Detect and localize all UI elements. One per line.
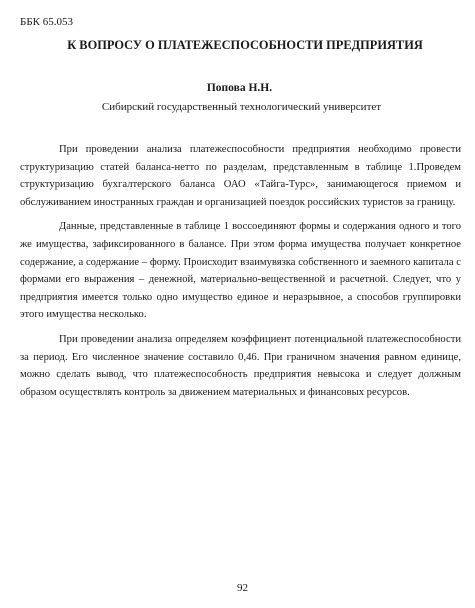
article-body <box>20 141 461 408</box>
author-name: Попова Н.Н. <box>206 82 273 94</box>
body-paragraph: При проведении анализа определяем коэффициент потенциальной платежеспособности за период. Его численное значение составило 0,46. При граничном значения равном единице, можно сделать вывод, что платежеспособность предприятия невысока и следует должным образом осуществлять контроль за движением материальных и финансовых ресурсов. <box>20 333 461 398</box>
author-affiliation: Сибирский государственный технологический университет <box>101 101 382 113</box>
body-paragraph: При проведении анализа платежеспособности предприятия необходимо провести структуризацию статей баланса-нетто по разделам, представленным в таблице 1.Проведем структуризацию бухгалтерского баланса ОАО «Тайга-Турс», занимающегося приемом и обслуживанием иностранных граждан и организацией поездок российских туристов за границу. <box>20 144 461 208</box>
body-paragraph: Данные, представленные в таблице 1 воссоединяют формы и содержания одного и того же имущества, зафиксированного в балансе. При этом форма имущества получает конкретное содержание, а содержание – форму. Происходит взаимувязка собственного и заемного капитала с формами его выражения – денежной, материально-вещественной и расчетной. Следует, что у предприятия имеется только одно имущество единое и неразрывное, а способов группировки этого имущества несколько. <box>20 221 461 321</box>
article-title: К ВОПРОСУ О ПЛАТЕЖЕСПОСОБНОСТИ ПРЕДПРИЯТИЯ <box>67 38 423 52</box>
page-number: 92 <box>237 582 248 594</box>
bbk-code: ББК 65.053 <box>20 16 73 28</box>
